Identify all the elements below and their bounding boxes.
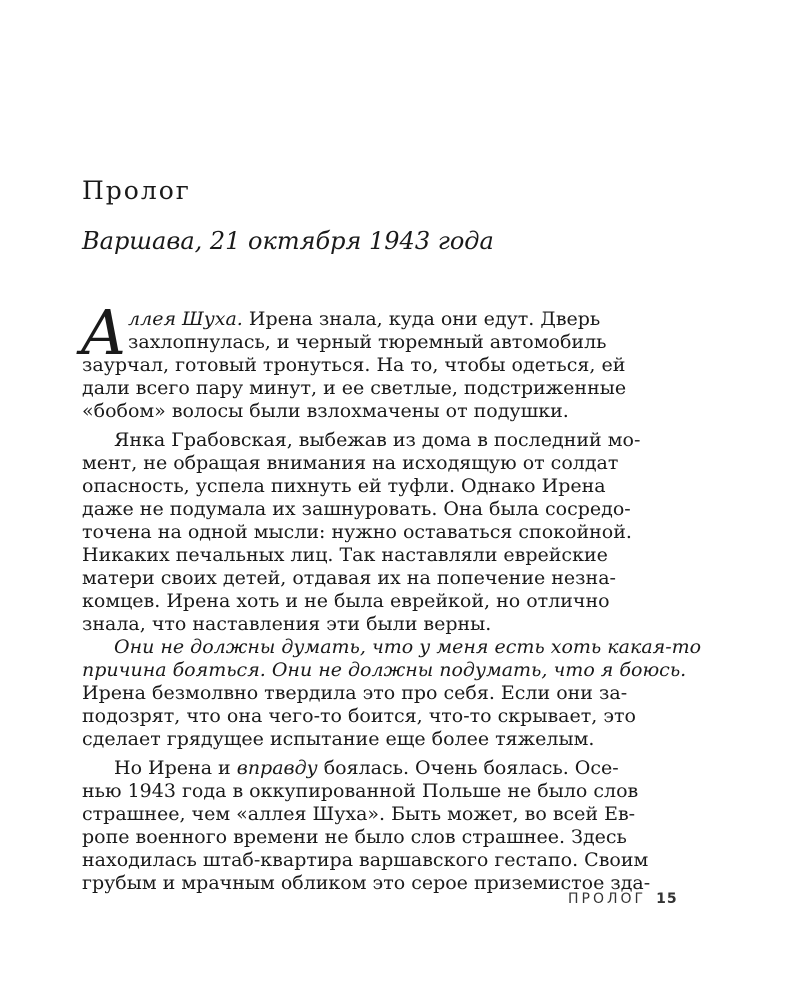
text-line: Ирена безмолвно твердила это про себя. Если они за-	[82, 682, 628, 704]
text-line: грубым и мрачным обликом это серое приземистое зда-	[82, 872, 651, 894]
text-line: захлопнулась, и черный тюремный автомобиль	[128, 331, 607, 353]
text-line: матери своих детей, отдавая их на попечение незна-	[82, 567, 616, 589]
body-text	[82, 308, 702, 895]
text-line: страшнее, чем «аллея Шуха». Быть может, во всей Ев-	[82, 803, 636, 825]
text-line: находилась штаб-квартира варшавского гестапо. Своим	[82, 849, 649, 871]
chapter-subtitle: Варшава, 21 октября 1943 года	[82, 227, 494, 255]
text-line: знала, что наставления эти были верны.	[82, 613, 492, 635]
text-line: дали всего пару минут, и ее светлые, подстриженные	[82, 377, 627, 399]
paragraph-4	[82, 757, 678, 895]
text-line: даже не подумала их зашнуровать. Она была сосредо-	[82, 498, 631, 520]
running-head: ПРОЛОГ	[568, 891, 647, 907]
paragraph-3	[82, 636, 702, 751]
text-line: Янка Грабовская, выбежав из дома в последний мо-	[114, 429, 641, 451]
text-line: нью 1943 года в оккупированной Польше не было слов	[82, 780, 639, 802]
text-line: заурчал, готовый тронуться. На то, чтобы одеться, ей	[82, 354, 626, 376]
text-line: Никаких печальных лиц. Так наставляли еврейские	[82, 544, 608, 566]
text-line: «бобом» волосы были взлохмачены от подушки.	[82, 400, 569, 422]
italic-text-line: причина бояться. Они не должны подумать, что я боюсь.	[82, 659, 687, 681]
chapter-title: Пролог	[82, 176, 191, 205]
text-line: ллея Шуха. Ирена знала, куда они едут. Дверь	[128, 308, 601, 330]
drop-cap: А	[80, 296, 127, 369]
page-footer	[568, 891, 678, 907]
text-line: опасность, успела пихнуть ей туфли. Однако Ирена	[82, 475, 606, 497]
text-line: комцев. Ирена хоть и не была еврейкой, но отлично	[82, 590, 610, 612]
page-number: 15	[656, 891, 678, 907]
text-line: мент, не обращая внимания на исходящую от солдат	[82, 452, 619, 474]
paragraph-1	[82, 308, 678, 423]
text-line: подозрят, что она чего-то боится, что-то скрывает, это	[82, 705, 636, 727]
text-line: сделает грядущее испытание еще более тяжелым.	[82, 728, 595, 750]
paragraph-2	[82, 429, 678, 636]
text-line: ропе военного времени не было слов страшнее. Здесь	[82, 826, 627, 848]
text-line: Но Ирена и вправду боялась. Очень боялась. Осе-	[114, 757, 619, 779]
italic-text-line: Они не должны думать, что у меня есть хоть какая-то	[114, 636, 702, 658]
text-line: точена на одной мысли: нужно оставаться спокойной.	[82, 521, 632, 543]
